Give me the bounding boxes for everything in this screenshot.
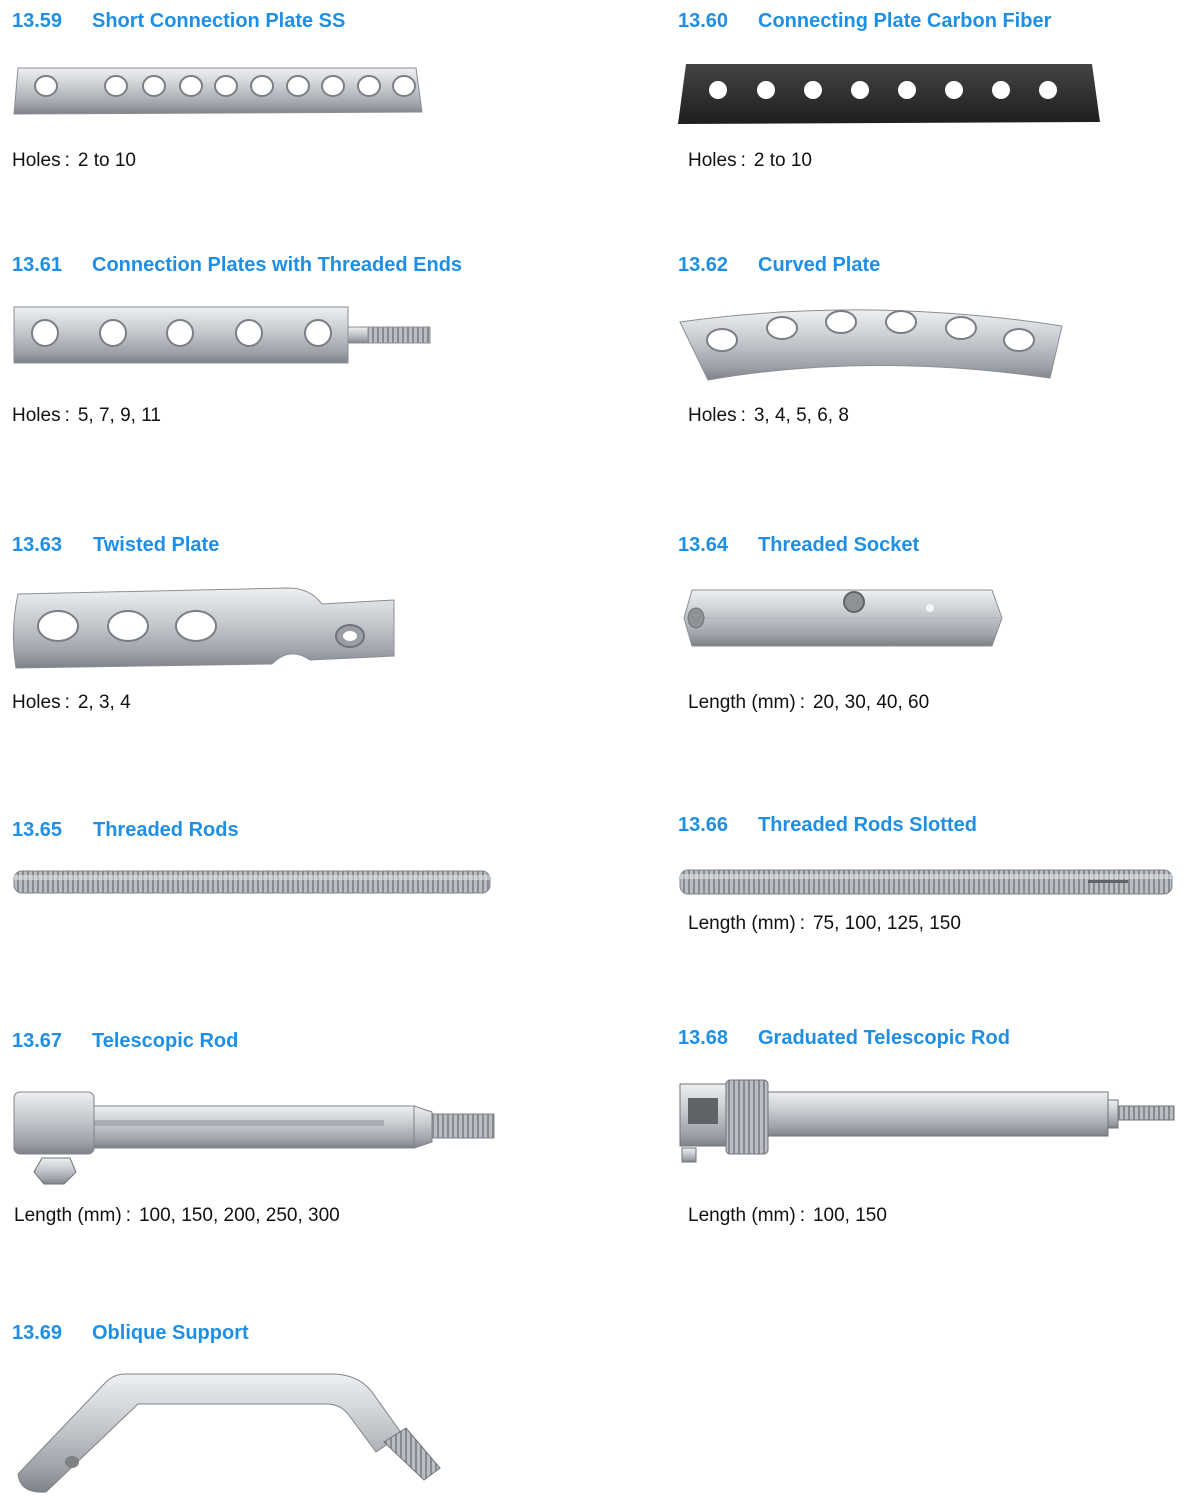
threaded-socket-image [682, 586, 1006, 652]
item-code: 13.65 [12, 819, 63, 841]
spec-value: 100, 150, 200, 250, 300 [138, 1205, 340, 1226]
spec-value: 3, 4, 5, 6, 8 [753, 405, 849, 426]
slotted-rod-image [678, 868, 1174, 898]
spec-label: Holes [688, 405, 737, 426]
item-name: Curved Plate [758, 254, 881, 276]
spec-value: 5, 7, 9, 11 [77, 405, 161, 426]
item-name: Graduated Telescopic Rod [758, 1027, 1010, 1049]
item-code: 13.68 [678, 1027, 729, 1049]
spec-label: Holes [12, 405, 61, 426]
item-title-13-65 [12, 819, 239, 842]
item-title-13-69 [12, 1322, 249, 1345]
item-title-13-61 [12, 254, 462, 277]
item-code: 13.62 [678, 254, 729, 276]
spec-label: Holes [12, 692, 61, 713]
item-name: Short Connection Plate SS [92, 10, 346, 32]
item-spec-13-63: Holes : 2, 3, 4 [12, 692, 131, 713]
item-spec-13-66: Length (mm) : 75, 100, 125, 150 [688, 913, 961, 934]
spec-label: Length (mm) [14, 1205, 122, 1226]
spec-label: Length (mm) [688, 692, 796, 713]
curved-plate-image [678, 300, 1068, 386]
item-name: Threaded Rods Slotted [758, 814, 977, 836]
item-code: 13.66 [678, 814, 729, 836]
item-code: 13.69 [12, 1322, 63, 1344]
item-title-13-66 [678, 814, 977, 837]
twisted-plate-image [10, 586, 400, 670]
item-title-13-68 [678, 1027, 1010, 1050]
spec-label: Holes [12, 150, 61, 171]
item-code: 13.60 [678, 10, 729, 32]
item-code: 13.61 [12, 254, 63, 276]
item-code: 13.67 [12, 1030, 63, 1052]
item-title-13-63 [12, 534, 219, 557]
spec-value: 2 to 10 [77, 150, 136, 171]
carbon-fiber-plate-image [676, 62, 1102, 126]
item-spec-13-61: Holes : 5, 7, 9, 11 [12, 405, 161, 426]
item-code: 13.63 [12, 534, 63, 556]
spec-value: 100, 150 [812, 1205, 887, 1226]
spec-value: 20, 30, 40, 60 [812, 692, 930, 713]
item-title-13-67 [12, 1030, 238, 1053]
short-connection-plate-image [12, 66, 424, 118]
item-code: 13.59 [12, 10, 63, 32]
item-spec-13-59: Holes : 2 to 10 [12, 150, 136, 171]
threaded-end-plate-image [12, 305, 432, 367]
item-title-13-62 [678, 254, 880, 277]
item-name: Threaded Socket [758, 534, 920, 556]
item-spec-13-60: Holes : 2 to 10 [688, 150, 812, 171]
oblique-support-image [10, 1370, 446, 1496]
spec-value: 2 to 10 [753, 150, 812, 171]
item-name: Connecting Plate Carbon Fiber [758, 10, 1052, 32]
graduated-telescopic-rod-image [678, 1078, 1178, 1168]
item-name: Oblique Support [92, 1322, 249, 1344]
item-title-13-59 [12, 10, 345, 33]
spec-label: Length (mm) [688, 913, 796, 934]
item-name: Telescopic Rod [92, 1030, 239, 1052]
item-name: Twisted Plate [93, 534, 220, 556]
item-title-13-64 [678, 534, 919, 557]
spec-value: 75, 100, 125, 150 [812, 913, 961, 934]
spec-label: Length (mm) [688, 1205, 796, 1226]
telescopic-rod-image [12, 1086, 498, 1186]
threaded-rod-image [12, 869, 492, 897]
item-name: Connection Plates with Threaded Ends [92, 254, 463, 276]
item-title-13-60 [678, 10, 1051, 33]
item-spec-13-64: Length (mm) : 20, 30, 40, 60 [688, 692, 930, 713]
item-spec-13-62: Holes : 3, 4, 5, 6, 8 [688, 405, 849, 426]
spec-value: 2, 3, 4 [77, 692, 131, 713]
spec-label: Holes [688, 150, 737, 171]
item-spec-13-68: Length (mm) : 100, 150 [688, 1205, 887, 1226]
item-code: 13.64 [678, 534, 729, 556]
item-spec-13-67: Length (mm) : 100, 150, 200, 250, 300 [14, 1205, 340, 1226]
item-name: Threaded Rods [93, 819, 239, 841]
